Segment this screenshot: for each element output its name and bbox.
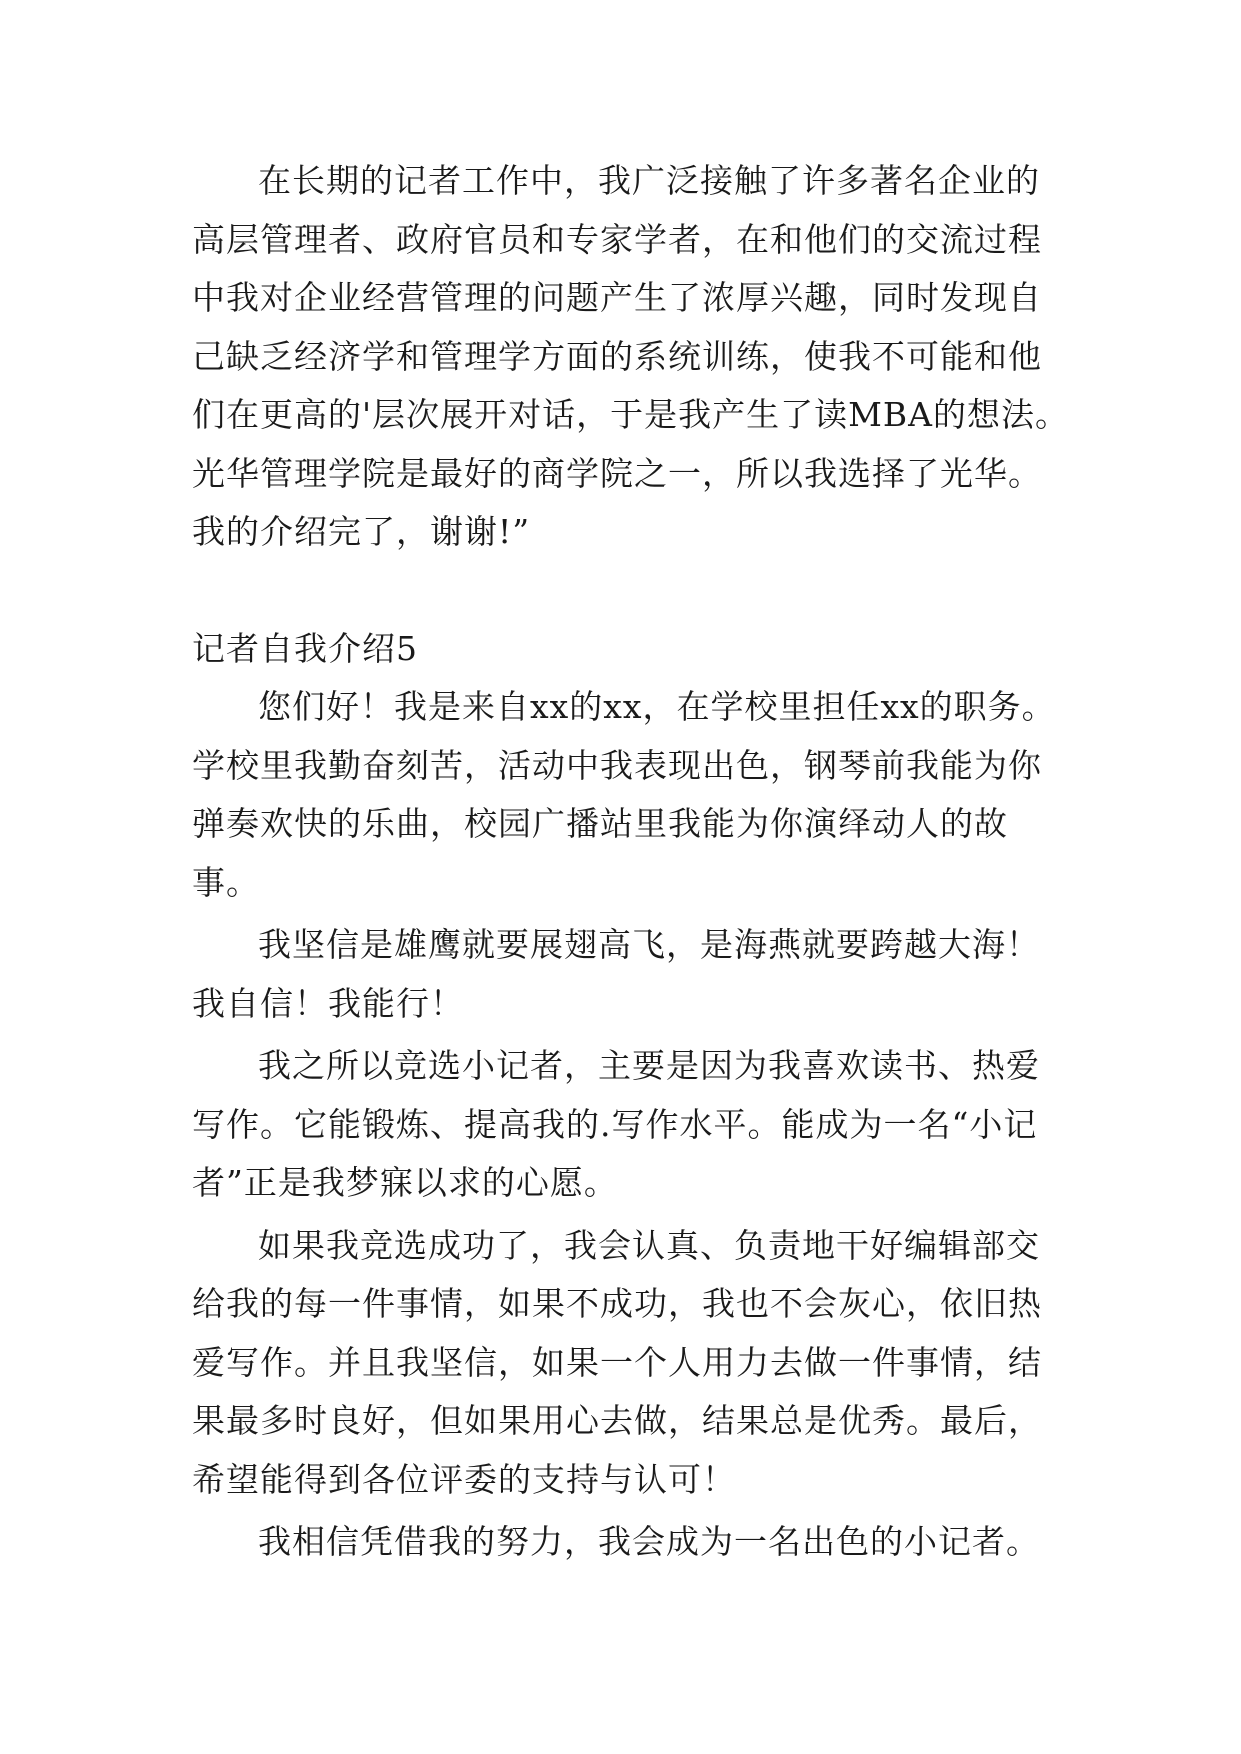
paragraph-4: 如果我竞选成功了，我会认真、负责地干好编辑部交给我的每一件事情，如果不成功，我也不会灰心，依旧热爱写作。并且我坚信，如果一个人用力去做一件事情，结果最多时良好，但如果用心去做，结果总是优秀。最后，希望能得到各位评委的支持与认可！: [192, 1225, 1042, 1499]
paragraph-1: 您们好！我是来自xx的xx，在学校里担任xx的职务。学校里我勤奋刻苦，活动中我表现出色，钢琴前我能为你弹奏欢快的乐曲，校园广播站里我能为你演绎动人的故事。: [192, 687, 1056, 902]
section-heading: 记者自我介绍5: [192, 628, 418, 668]
document-body: [192, 152, 1072, 1572]
paragraph-5: 我相信凭借我的努力，我会成为一名出色的小记者。: [258, 1522, 1040, 1561]
paragraph-intro-end: 在长期的记者工作中，我广泛接触了许多著名企业的高层管理者、政府官员和专家学者，在和他们的交流过程中我对企业经营管理的问题产生了浓厚兴趣，同时发现自己缺乏经济学和管理学方面的系统训练，使我不可能和他们在更高的'层次展开对话，于是我产生了读MBA的想法。光华管理学院是最好的商学院之一，所以我选择了光华。我的介绍完了，谢谢!”: [192, 161, 1069, 551]
paragraph-2: 我坚信是雄鹰就要展翅高飞，是海燕就要跨越大海！我自信！我能行！: [192, 925, 1040, 1023]
paragraph-3: 我之所以竞选小记者，主要是因为我喜欢读书、热爱写作。它能锻炼、提高我的.写作水平。能成为一名“小记者”正是我梦寐以求的心愿。: [192, 1046, 1040, 1202]
